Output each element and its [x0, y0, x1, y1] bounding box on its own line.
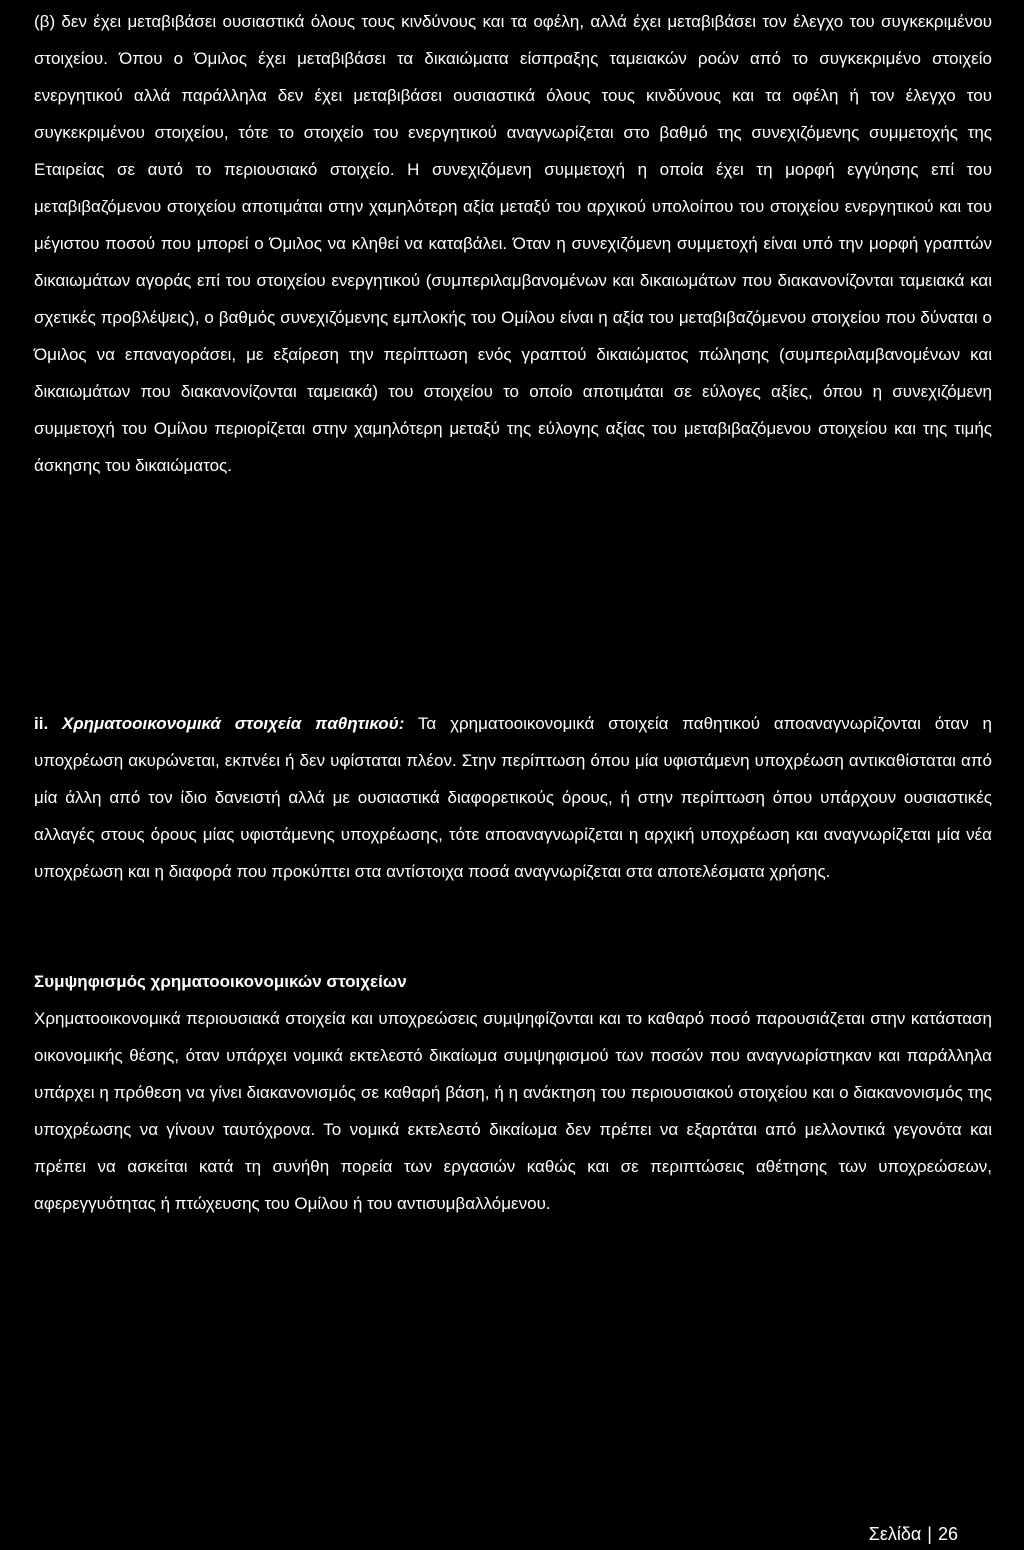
page-footer: [869, 1524, 958, 1544]
page-number: 26: [937, 1524, 958, 1544]
paragraph-derecognition-continued: (β) δεν έχει μεταβιβάσει ουσιαστικά όλους τους κινδύνους και τα οφέλη, αλλά έχει μεταβιβάσει τον έλεγχο του συγκεκριμένου στοιχείου. Όπου ο Όμιλος έχει μεταβιβάσει τα δικαιώματα είσπραξης ταμειακών ροών από το συγκεκριμένο στοιχείο ενεργητικού αλλά παράλληλα δεν έχει μεταβιβάσει ουσιαστικά όλους τους κινδύνους και τα οφέλη ή τον έλεγχο του συγκεκριμένου στοιχείου, τότε το στοιχείο του ενεργητικού αναγνωρίζεται στο βαθμό της συνεχιζόμενης συμμετοχής της Εταιρείας σε αυτό το περιουσιακό στοιχείο. Η συνεχιζόμενη συμμετοχή η οποία έχει τη μορφή εγγύησης επί του μεταβιβαζόμενου στοιχείου αποτιμάται στην χαμηλότερη αξία μεταξύ του αρχικού υπολοίπου του στοιχείου ενεργητικού και του μέγιστου ποσού που μπορεί ο Όμιλος να κληθεί να καταβάλει. Όταν η συνεχιζόμενη συμμετοχή είναι υπό την μορφή γραπτών δικαιωμάτων αγοράς επί του στοιχείου ενεργητικού (συμπεριλαμβανομένων και δικαιωμάτων που διακανονίζονται ταμειακά και σχετικές προβλέψεις), ο βαθμός συνεχιζόμενης εμπλοκής του Ομίλου είναι η αξία του μεταβιβαζόμενου στοιχείου που δύναται ο Όμιλος να επαναγοράσει, με εξαίρεση την περίπτωση ενός γραπτού δικαιώματος πώλησης (συμπεριλαμβανομένων και δικαιωμάτων που διακανονίζονται ταμειακά) του στοιχείου το οποίο αποτιμάται σε εύλογες αξίες, όπου η συνεχιζόμενη συμμετοχή του Ομίλου περιορίζεται στην χαμηλότερη μεταξύ της εύλογης αξίας του μεταβιβαζόμενου στοιχείου και της τιμής άσκησης του δικαιώματος.: [34, 12, 992, 475]
liabilities-text: Τα χρηματοοικονομικά στοιχεία παθητικού αποαναγνωρίζονται όταν η υποχρέωση ακυρώνεται, εκπνέει ή δεν υφίσταται πλέον. Στην περίπτωση όπου μία υφιστάμενη υποχρέωση αντικαθίσταται από μία άλλη από τον ίδιο δανειστή αλλά με ουσιαστικά διαφορετικούς όρους, ή στην περίπτωση όπου υπάρχουν ουσιαστικές αλλαγές στους όρους μίας υφιστάμενης υποχρέωσης, τότε αποαναγνωρίζεται η αρχική υποχρέωση και αναγνωρίζεται μία νέα υποχρέωση και η διαφορά που προκύπτει στα αντίστοιχα ποσά αναγνωρίζεται στα αποτελέσματα χρήσης.: [34, 714, 992, 881]
page-label: Σελίδα: [868, 1524, 922, 1544]
liabilities-heading: Χρηματοοικονομικά στοιχεία παθητικού:: [62, 714, 405, 733]
page-separator: |: [927, 1524, 932, 1544]
section-heading-offsetting: Συμψηφισμός χρηματοοικονομικών στοιχείων: [34, 972, 407, 991]
paragraph-financial-liabilities: [34, 705, 992, 890]
paragraph-offsetting: Χρηματοοικονομικά περιουσιακά στοιχεία και υποχρεώσεις συμψηφίζονται και το καθαρό ποσό παρουσιάζεται στην κατάσταση οικονομικής θέσης, όταν υπάρχει νομικά εκτελεστό δικαίωμα συμψηφισμού των ποσών που αναγνωρίστηκαν και παράλληλα υπάρχει η πρόθεση να γίνει διακανονισμός σε καθαρή βάση, ή η ανάκτηση του περιουσιακού στοιχείου και ο διακανονισμός της υποχρέωσης να γίνουν ταυτόχρονα. Το νομικά εκτελεστό δικαίωμα δεν πρέπει να εξαρτάται από μελλοντικά γεγονότα και πρέπει να ασκείται κατά τη συνήθη πορεία των εργασιών καθώς και σε περιπτώσεις αθέτησης των υποχρεώσεων, αφερεγγυότητας ή πτώχευσης του Ομίλου ή του αντισυμβαλλόμενου.: [34, 1009, 992, 1213]
liabilities-number: ii.: [34, 714, 49, 733]
